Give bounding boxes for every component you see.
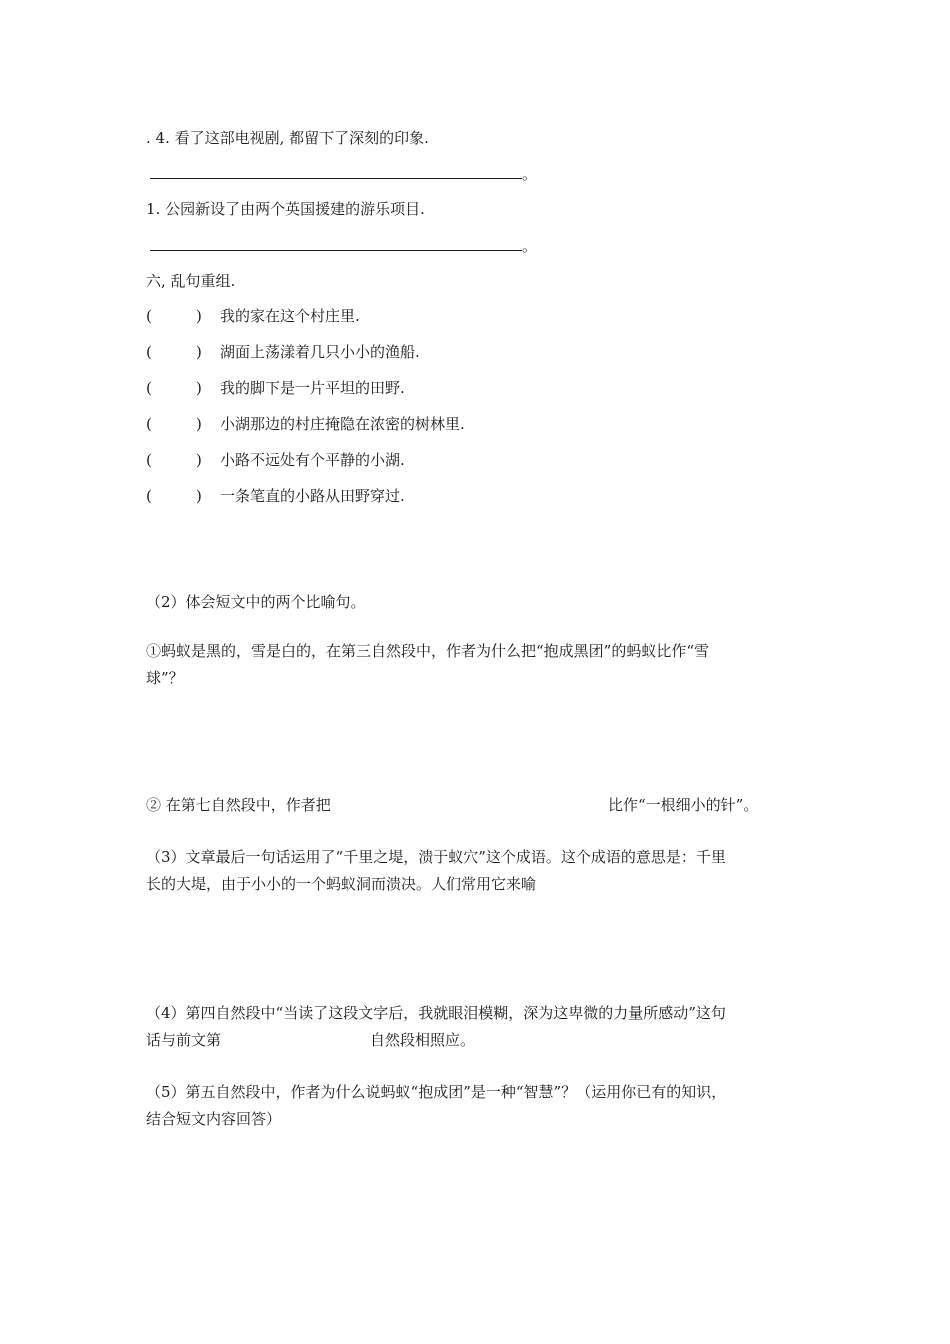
reorder-sentence: 一条笔直的小路从田野穿过.	[220, 487, 405, 505]
reading-question-3-line-1: （3）文章最后一句话运用了“千里之堤，溃于蚁穴”这个成语。这个成语的意思是：千里	[146, 848, 726, 866]
reading-question-4-line-1: （4）第四自然段中“当读了这段文字后，我就眼泪模糊，深为这卑微的力量所感动”这句	[146, 1004, 726, 1022]
reorder-item	[146, 414, 465, 434]
answer-end-mark: 。	[522, 165, 538, 183]
edit-question-1: 1. 公园新设了由两个英国援建的游乐项目.	[146, 200, 425, 218]
reading-question-3-line-2: 长的大堤，由于小小的一个蚂蚁洞而溃决。人们常用它来喻	[146, 875, 537, 893]
order-blank: ( )	[146, 415, 202, 433]
reading-question-2-2: ② 在第七自然段中，作者把	[146, 796, 331, 814]
reorder-item	[146, 486, 405, 506]
reading-question-4-line-2-end: 自然段相照应。	[370, 1031, 476, 1049]
answer-rule	[150, 236, 522, 251]
reorder-item	[146, 342, 420, 362]
reading-question-4-line-2-start: 话与前文第	[146, 1031, 222, 1049]
reorder-item	[146, 306, 360, 326]
order-blank: ( )	[146, 307, 202, 325]
reading-question-2-1-line-1: ①蚂蚁是黑的，雪是白的，在第三自然段中，作者为什么把“抱成黑团”的蚂蚁比作“雪	[146, 642, 710, 660]
reorder-sentence: 湖面上荡漾着几只小小的渔船.	[220, 343, 420, 361]
reading-question-2-2-end: 比作“一根细小的针”。	[608, 796, 759, 814]
reorder-sentence: 小湖那边的村庄掩隐在浓密的树林里.	[220, 415, 465, 433]
reorder-sentence: 小路不远处有个平静的小湖.	[220, 451, 405, 469]
reading-question-2: （2）体会短文中的两个比喻句。	[146, 593, 366, 611]
reading-question-2-1-line-2: 球”？	[146, 669, 184, 687]
answer-end-mark: 。	[522, 237, 538, 255]
reorder-item	[146, 378, 405, 398]
section-6-title: 六, 乱句重组.	[146, 272, 236, 290]
reorder-sentence: 我的家在这个村庄里.	[220, 307, 360, 325]
order-blank: ( )	[146, 379, 202, 397]
reorder-sentence: 我的脚下是一片平坦的田野.	[220, 379, 405, 397]
order-blank: ( )	[146, 451, 202, 469]
answer-line-1	[150, 236, 537, 256]
answer-rule	[150, 164, 522, 179]
order-blank: ( )	[146, 487, 202, 505]
order-blank: ( )	[146, 343, 202, 361]
edit-question-4: . 4. 看了这部电视剧, 都留下了深刻的印象.	[146, 129, 429, 147]
reading-question-5-line-1: （5）第五自然段中，作者为什么说蚂蚁“抱成团”是一种“智慧”？（运用你已有的知识，	[146, 1083, 727, 1101]
reading-question-5-line-2: 结合短文内容回答）	[146, 1110, 282, 1128]
reorder-item	[146, 450, 405, 470]
answer-line-4	[150, 164, 537, 184]
